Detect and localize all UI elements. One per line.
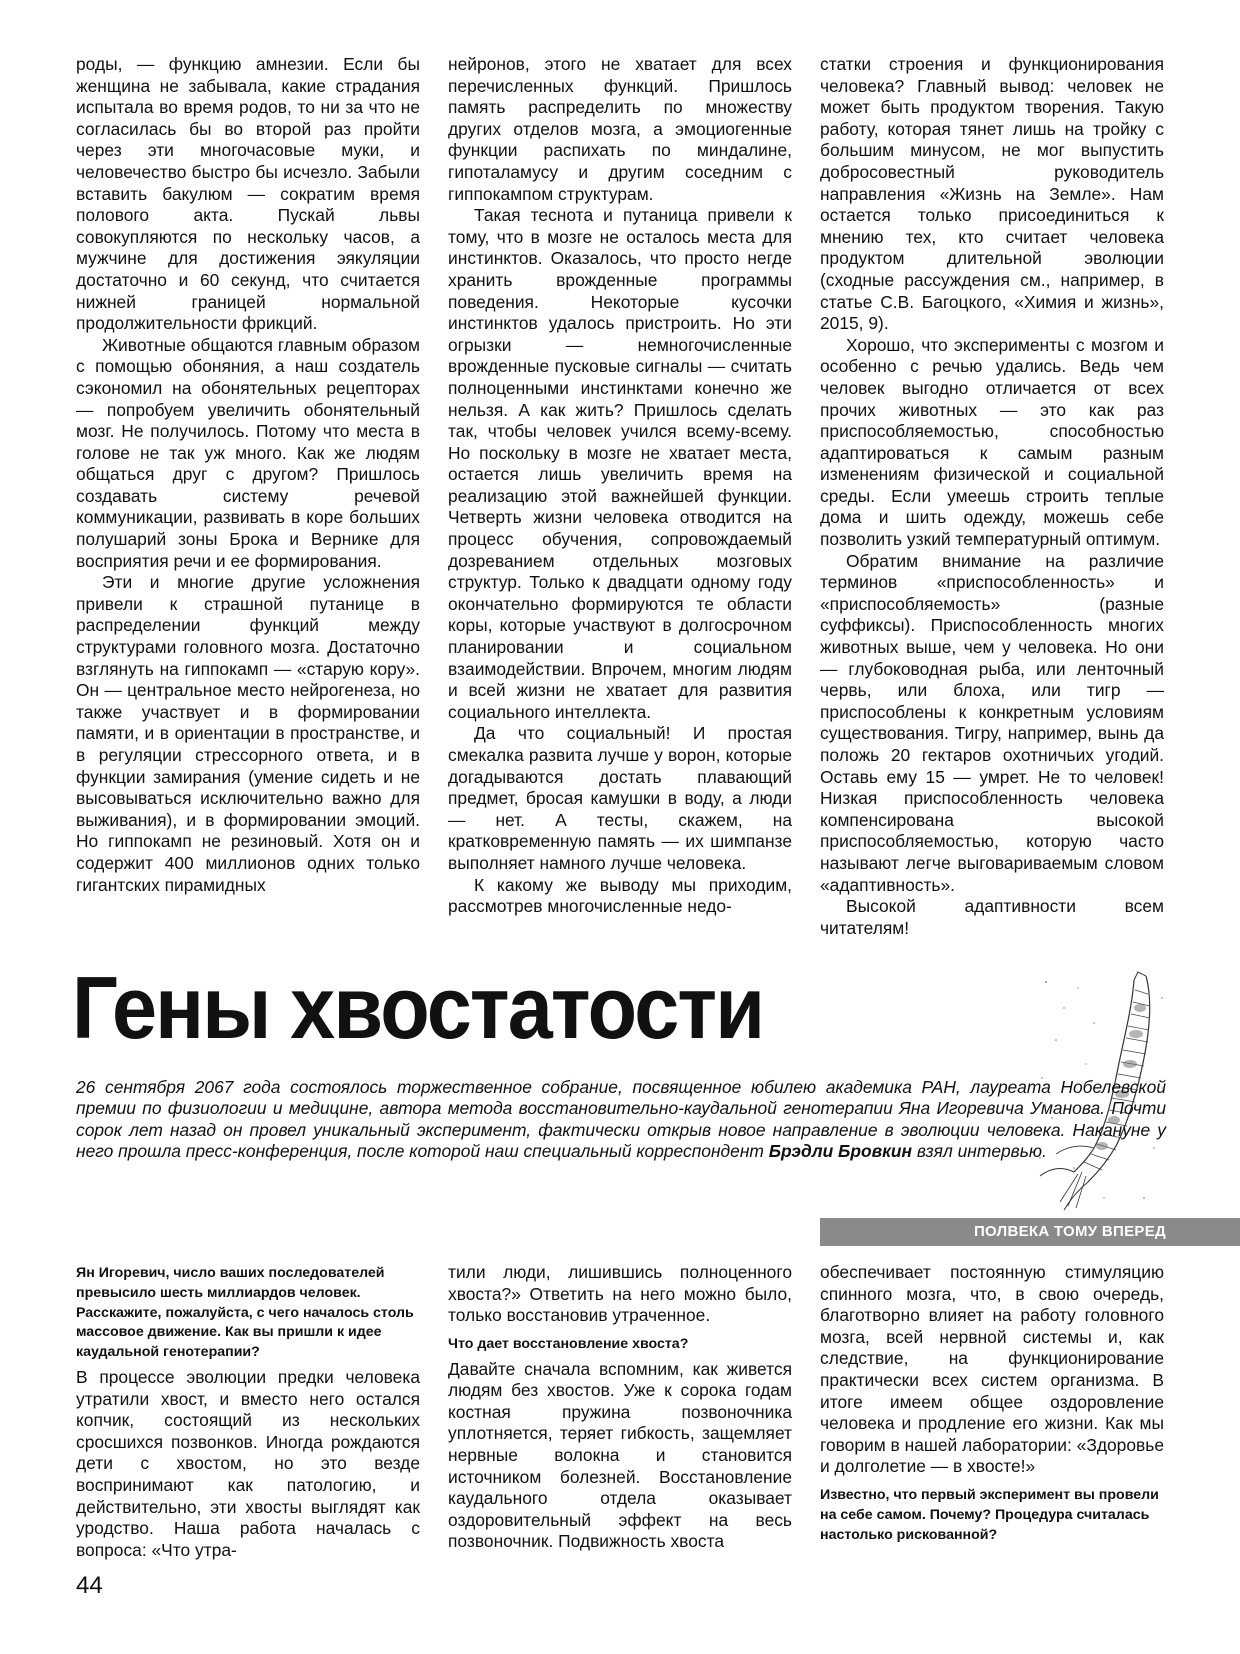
article-headline: Гены хвостатости xyxy=(72,958,764,1057)
article-lead xyxy=(76,1077,1166,1163)
interview-answer: Давайте сначала вспомним, как живется людям без хвостов. Уже к сорока годам костная пружина позвоночника уплотняется, теряет гибкость, защемляет нервные волокна и становится источником болезней. Восстановление каудального отдела оказывает оздоровительный эффект на весь позвоночник. Подвижность хвоста xyxy=(448,1358,792,1552)
paragraph: Животные общаются главным образом с помощью обоняния, а наш создатель сэкономил на обонятельных рецепторах — попробуем увеличить обонятельный мозг. Не получилось. Потому что места в голове не так уж много. Как же людям общаться друг с другом? Пришлось создавать систему речевой коммуникации, развивать в коре больших полушарий зоны Брока и Вернике для восприятия речи и ее формирования. xyxy=(76,334,420,571)
paragraph: Эти и многие другие усложнения привели к страшной путанице в распределении функций между структурами головного мозга. Достаточно взглянуть на гиппокамп — «старую кору». Он — центральное место нейрогенеза, но также участвует и в формировании памяти, и в ориентации в пространстве, и в регуляции стрессорного ответа, и в функции замирания (умение сидеть и не высовываться исключительно важно для выживания), и в формировании эмоций. Но гиппокамп не резиновый. Хотя он и содержит 400 миллионов одних только гигантских пирамидных xyxy=(76,572,420,895)
interview-answer: обеспечивает постоянную стимуляцию спинного мозга, что, в свою очередь, благотворно влияет на работу головного мозга, всей нервной системы и, как следствие, на функционирование практически всех систем организма. В итоге имеем общее оздоровление человека и продление его жизни. Как мы говорим в нашей лаборатории: «Здоровье и долголетие — в хвосте!» xyxy=(820,1262,1164,1477)
lead-author: Брэдли Бровкин xyxy=(768,1141,913,1162)
top-column-1 xyxy=(76,54,420,896)
paragraph: роды, — функцию амнезии. Если бы женщина не забывала, какие страдания испытала во время родов, то ни за что не согласилась бы во второй раз пройти через эти многочасовые муки, и человечество быстро бы исчезло. Забыли вставить бакулюм — сократим время полового акта. Пускай львы совокупляются по нескольку часов, а мужчине для достижения эякуляции достаточно и 60 секунд, что считается нижней границей нормальной продолжительности фрикций. xyxy=(76,54,420,334)
top-column-3 xyxy=(820,54,1164,939)
paragraph: Хорошо, что эксперименты с мозгом и особенно с речью удались. Ведь чем человек выгодно отличается от всех прочих животных — это как раз приспособляемостью, способностью адаптироваться к самым разным изменениям физической и социальной среды. Если умеешь строить теплые дома и шить одежду, можешь себе позволить узкий температурный оптимум. xyxy=(820,334,1164,550)
interview-column-3 xyxy=(820,1262,1164,1549)
paragraph: Обратим внимание на различие терминов «приспособленность» и «приспособляемость» (разные суффиксы). Приспособленность многих животных выше, чем у человека. Но они — глубоководная рыба, или ленточный червь, или блоха, или тигр — приспособлены к конкретным условиям существования. Тигру, например, вынь да положь 20 гектаров охотничьих угодий. Оставь ему 15 — умрет. Не то человек! Низкая приспособленность человека компенсирована высокой приспособляемостью, которую часто называют легче выговариваемым словом «адаптивность». xyxy=(820,550,1164,895)
interview-question: Что дает восстановление хвоста? xyxy=(448,1335,689,1352)
paragraph: Высокой адаптивности всем читателям! xyxy=(820,896,1164,938)
interview-answer: В процессе эволюции предки человека утратили хвост, и вместо него остался копчик, состоящий из нескольких сросшихся позвонков. Иногда рождаются дети с хвостом, но это везде воспринимают как патологию, и действительно, эти хвосты выглядят как уродство. Наша работа началась с вопроса: «Что утра- xyxy=(76,1366,420,1560)
page-number: 44 xyxy=(76,1572,103,1599)
section-rubric: ПОЛВЕКА ТОМУ ВПЕРЕД xyxy=(820,1218,1240,1246)
paragraph: Да что социальный! И простая смекалка развита лучше у ворон, которые догадываются достать плавающий предмет, бросая камушки в воду, а люди — нет. А тесты, скажем, на кратковременную память — их шимпанзе выполняет намного лучше человека. xyxy=(448,723,792,873)
interview-question: Известно, что первый эксперимент вы провели на себе самом. Почему? Процедура считалась настолько рискованной? xyxy=(820,1486,1159,1543)
interview-column-1 xyxy=(76,1262,420,1561)
lead-text: 26 сентября 2067 года состоялось торжественное собрание, посвященное юбилею академика РАН, лауреата Нобелевской премии по физиологии и медицине, автора метода восстановительно-каудальной генотерапии Яна Игоревича Уманова. Почти сорок лет назад он провел уникальный эксперимент, фактически открыв новое направление в эволюции человека. Накануне у него прошла пресс-конференция, после которой наш специальный корреспондент xyxy=(76,1077,1166,1162)
interview-question: Ян Игоревич, число ваших последователей превысило шесть миллиардов человек. Расскажите, пожалуйста, с чего началось столь массовое движение. Как вы пришли к идее каудальной генотерапии? xyxy=(76,1265,414,1361)
paragraph: К какому же выводу мы приходим, рассмотрев многочисленные недо- xyxy=(448,874,792,917)
paragraph: статки строения и функционирования человека? Главный вывод: человек не может быть продуктом творения. Такую работу, которая тянет лишь на тройку с большим минусом, не мог выпустить добросовестный руководитель направления «Жизнь на Земле». Нам остается только присоединиться к мнению тех, кто считает человека продуктом длительной эволюции (сходные рассуждения см., например, в статье С.В. Багоцкого, «Химия и жизнь», 2015, 9). xyxy=(820,54,1164,334)
interview-answer: тили люди, лишившись полноценного хвоста?» Ответить на него можно было, только восстановив утраченное. xyxy=(448,1262,792,1326)
interview-column-2 xyxy=(448,1262,792,1553)
top-column-2 xyxy=(448,54,792,918)
paragraph: нейронов, этого не хватает для всех перечисленных функций. Пришлось память распределить по множеству других отделов мозга, а эмоциогенные функции распихать по миндалине, гипоталамусу и другим соседним с гиппокампом структурам. xyxy=(448,54,792,204)
lead-tail: взял интервью. xyxy=(916,1141,1047,1162)
paragraph: Такая теснота и путаница привели к тому, что в мозге не осталось места для инстинктов. Оказалось, что просто негде хранить врожденные программы поведения. Некоторые кусочки инстинктов удалось пристроить. Но эти огрызки — немногочисленные врожденные пусковые сигналы — считать полноценными инстинктами конечно же нельзя. А как жить? Пришлось сделать так, чтобы человек учился всему-всему. Но поскольку в мозге не хватает места, остается лишь увеличить время на реализацию этой важнейшей функции. Четверть жизни человека отводится на процесс обучения, сопровождаемый дозреванием отдельных мозговых структур. Только к двадцати одному году окончательно формируются те области коры, которые участвуют в долгосрочном планировании и социальном взаимодействии. Впрочем, многим людям и всей жизни не хватает для развития социального интеллекта. xyxy=(448,205,792,722)
